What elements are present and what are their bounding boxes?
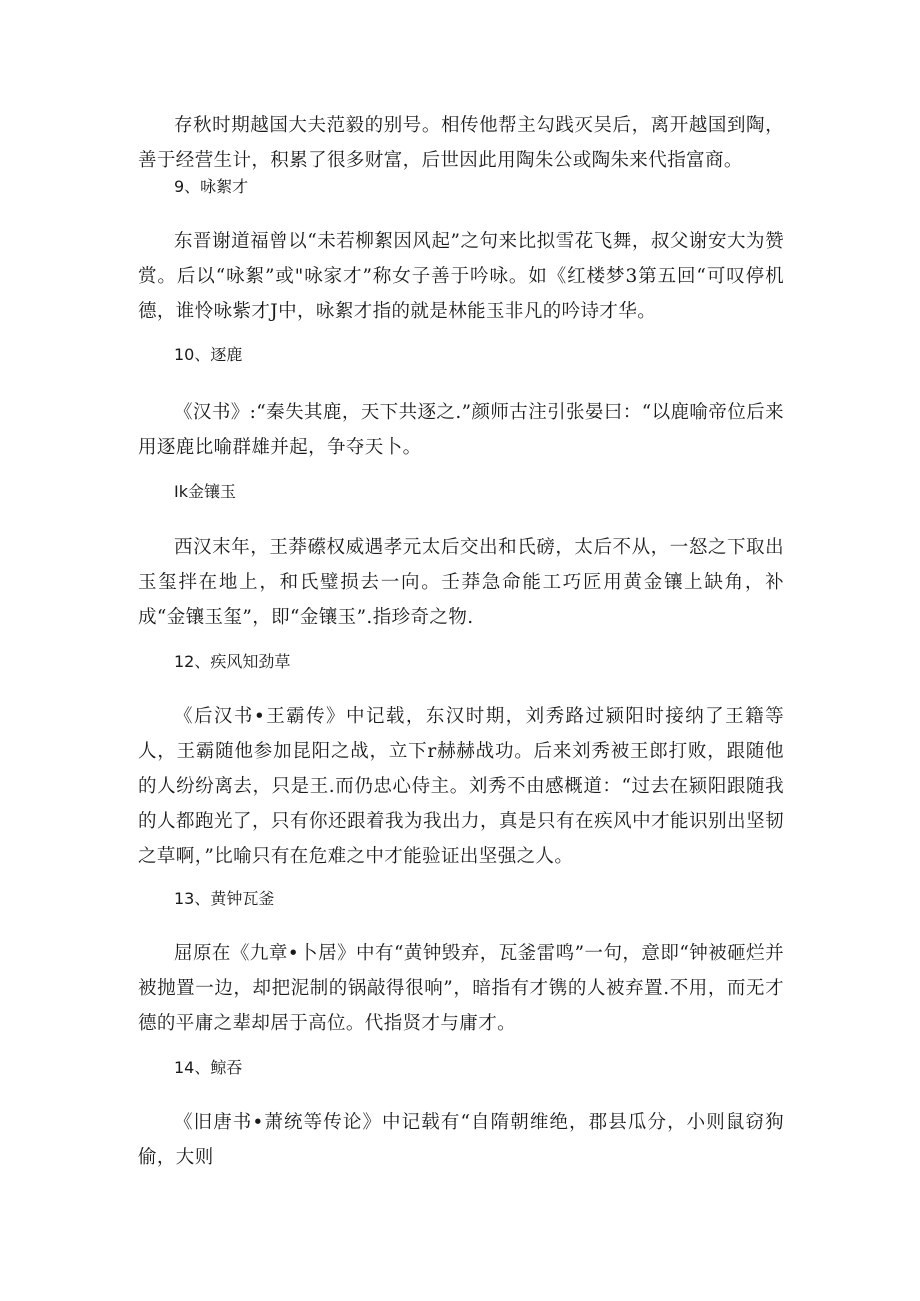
heading-huang-zhong-wa-fu: 13、黄钟瓦釜 [174,889,275,908]
heading-zhu-lu: 10、逐鹿 [174,345,243,364]
paragraph-jing-tun: 《旧唐书•萧统等传论》中记载有“自隋朝维绝，郡县瓜分，小则鼠窃狗偷，大则 [138,1112,784,1168]
heading-jing-tun: 14、鲸吞 [174,1058,243,1077]
paragraph-yong-xu-cai: 东晋谢道福曾以“未若柳絮因风起”之句来比拟雪花飞舞，叔父谢安大为赞赏。后以“咏絮”或"咏家才”称女子善于吟咏。如《红楼梦3第五回“可叹停机德，谁怜咏紫才J中，咏絮才指的就是林能玉非凡的吟诗才华。 [138,231,784,322]
heading-jin-xiang-yu: Ik金镶玉 [174,482,236,501]
paragraph-jin-xiang-yu: 西汉末年，王莽礤权威遇孝元太后交出和氏磅，太后不从，一怒之下取出玉玺拌在地上，和氏璧损去一向。壬莽急命能工巧匠用黄金镶上缺角，补成“金镶玉玺”，即“金镶玉”.指珍奇之物. [138,537,784,628]
paragraph-zhu-lu: 《汉书》:“秦失其鹿，天下共逐之.”颜师古注引张晏曰：“以鹿喻帝位后来用逐鹿比喻群雄并起，争夺天卜。 [138,402,784,458]
heading-yong-xu-cai: 9、咏絮才 [174,177,249,196]
paragraph-huang-zhong-wa-fu: 屈原在《九章•卜居》中有“黄钟毁弃，瓦釜雷鸣”一句，意即“钟被砸烂并被抛置一边，却把泥制的锅敲得很响”，暗指有才镌的人被弃置.不用，而无才德的平庸之辈却居于高位。代指贤才与庸才。 [138,943,784,1034]
paragraph-fan-li: 存秋时期越国大夫范毅的别号。相传他帮主勾践灭吴后，离开越国到陶，善于经营生计，积累了很多财富，后世因此用陶朱公或陶朱来代指富商。 [138,115,784,171]
paragraph-ji-feng-zhi-jin-cao: 《后汉书•王霸传》中记载，东汉时期，刘秀路过颍阳时接纳了王籍等人，王霸随他参加昆阳之战，立下r赫赫战功。后来刘秀被王郎打败，跟随他的人纷纷离去，只是王.而仍忠心侍主。刘秀不由感概道：“过去在颍阳跟随我的人都跑光了，只有你还跟着我为我出力，真是只有在疾风中才能识别出坚韧之草啊，”比喻只有在危难之中才能验证出坚强之人。 [138,706,784,867]
heading-ji-feng-zhi-jin-cao: 12、疾风知劲草 [174,652,291,671]
